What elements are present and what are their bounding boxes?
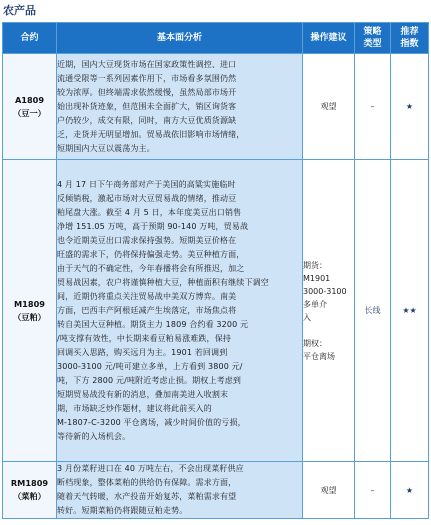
- strategy-cell: 长线: [355, 160, 391, 462]
- table-row: [3, 54, 429, 160]
- analysis-line: 随着天气转暖，水产投苗开始复苏，菜粕需求有望: [57, 492, 237, 501]
- advice-line: 多单介: [303, 299, 327, 309]
- analysis-line: 3 月份菜籽进口在 40 万吨左右，不会出现菜籽供应: [57, 464, 244, 473]
- section-title: 农产品: [3, 4, 36, 17]
- analysis-line: 3000-3100 元/吨可建立多单，上方看到 3800 元/: [57, 361, 243, 371]
- advice-line: M1901: [303, 273, 331, 283]
- contract-label: M1809: [14, 298, 45, 309]
- header-strategy-line: 类型: [363, 39, 382, 49]
- analysis-line: 贸易战因素，农户将谨慎种植大豆，种植面积有继续下调空: [57, 277, 269, 287]
- advice-line: 观望: [320, 102, 337, 111]
- header-row: [3, 23, 429, 54]
- analysis-line: 回调买入思路，购买远月为主。1901 若回调到: [57, 347, 228, 357]
- analysis-line: 也令近期美豆出口需求保持强势。短期美豆价格在: [57, 235, 237, 245]
- analysis-line: M-1807-C-3200 平仓离场，减少时间价值的亏损，: [57, 417, 246, 427]
- analysis-cell: [57, 160, 303, 462]
- analysis-line: 旺盛的需求下，仍将保持偏强走势。美豆种植方面，: [57, 249, 245, 259]
- header-rating-line: 指数: [400, 39, 419, 49]
- contract-label: （豆粕）: [13, 311, 46, 322]
- analysis-line: 吨，下方 2800 元/吨附近考虑止损。期权上考虑到: [57, 375, 242, 385]
- analysis-line: 始出现补货迹象，但范围未全面扩大，销区询货客: [57, 101, 237, 111]
- analysis-line: 粕尾盘大涨。截至 4 月 5 日，本年度美豆出口销售: [57, 207, 242, 217]
- table-row: [3, 462, 429, 519]
- analysis-cell: [57, 54, 303, 160]
- header-rating: [391, 23, 429, 54]
- header-analysis: 基本面分析: [57, 23, 303, 54]
- analysis-line: 户仍较少，成交有限，同时，南方大豆优质货源缺: [57, 115, 237, 125]
- header-rating-line: 推荐: [400, 27, 419, 37]
- advice-line: 入: [303, 312, 311, 322]
- analysis-line: 等待新的入场机会。: [57, 431, 131, 441]
- analysis-line: 断档现象，整体菜粕的供给仍有保障。需求方面，: [57, 478, 237, 487]
- header-strategy: [355, 23, 391, 54]
- strategy-cell: –: [355, 54, 391, 160]
- analysis-line: 乏，走货并无明显增加。贸易战依旧影响市场情绪，: [57, 129, 245, 139]
- analysis-line: 4 月 17 日下午商务部对产于美国的高粱实施临时: [57, 179, 236, 189]
- analysis-line: 由于天气的不确定性，今年春播将会有所推迟，加之: [57, 263, 245, 273]
- contract-label: A1809: [14, 94, 45, 105]
- contract-label: （豆一）: [13, 107, 46, 118]
- analysis-line: 间，近期仍将重点关注贸易战中美双方博弈。南美: [57, 291, 237, 301]
- advice-cell: [303, 160, 355, 462]
- header-contract: 合约: [3, 23, 57, 54]
- advice-cell: [303, 54, 355, 160]
- advice-line: 3000-3100: [303, 286, 347, 296]
- contract-label: RM1809: [10, 478, 49, 488]
- advice-line: 期货：: [303, 260, 327, 270]
- rating-stars: ★★: [391, 160, 429, 462]
- analysis-cell: [57, 462, 303, 519]
- rating-stars: ★: [391, 462, 429, 519]
- advice-line: [303, 324, 354, 337]
- analysis-line: 转自美国大豆种植。期货主力 1809 合约看 3200 元: [57, 319, 249, 329]
- advice-line: 期权：: [303, 338, 327, 348]
- analysis-line: 短期贸易战没有新的消息，叠加南美进入收割末: [57, 389, 229, 399]
- analysis-line: 流通受限等一系列因素作用下，市场看多氛围仍然: [57, 73, 237, 83]
- contract-label: （菜粕）: [13, 491, 46, 501]
- contract-cell: [3, 160, 57, 462]
- strategy-cell: –: [355, 462, 391, 519]
- rating-stars: ★: [391, 54, 429, 160]
- analysis-line: 近期，国内大豆现货市场在国家政策性调控、进口: [57, 59, 237, 69]
- analysis-line: 期，市场缺乏炒作题材，建议将此前买入的: [57, 403, 212, 413]
- header-advice: 操作建议: [303, 23, 355, 54]
- analysis-line: 较为浓厚。但终端需求依然缓慢，虽然局部市场开: [57, 87, 237, 97]
- commodity-table: [2, 22, 429, 519]
- analysis-line: 转好。短期菜粕仍将跟随豆粕走势。: [57, 506, 188, 515]
- analysis-line: 方面，巴西丰产阿根廷减产生埃落定，市场焦点将: [57, 305, 237, 315]
- analysis-line: 短期国内大豆以震荡为主。: [57, 143, 155, 153]
- table-row: [3, 160, 429, 462]
- header-strategy-line: 策略: [363, 27, 382, 37]
- analysis-line: 净增 151.05 万吨，高于预期 90-140 万吨，贸易战: [57, 221, 249, 231]
- advice-cell: [303, 462, 355, 519]
- advice-line: 平仓离场: [303, 351, 335, 361]
- advice-line: 观望: [320, 485, 337, 495]
- contract-cell: [3, 54, 57, 160]
- analysis-line: 反倾销税，激起市场对大豆贸易战的情绪，推动豆: [57, 193, 237, 203]
- analysis-line: /吨支撑有效性，中长期来看豆粕易涨难跌，保持: [57, 333, 231, 343]
- contract-cell: [3, 462, 57, 519]
